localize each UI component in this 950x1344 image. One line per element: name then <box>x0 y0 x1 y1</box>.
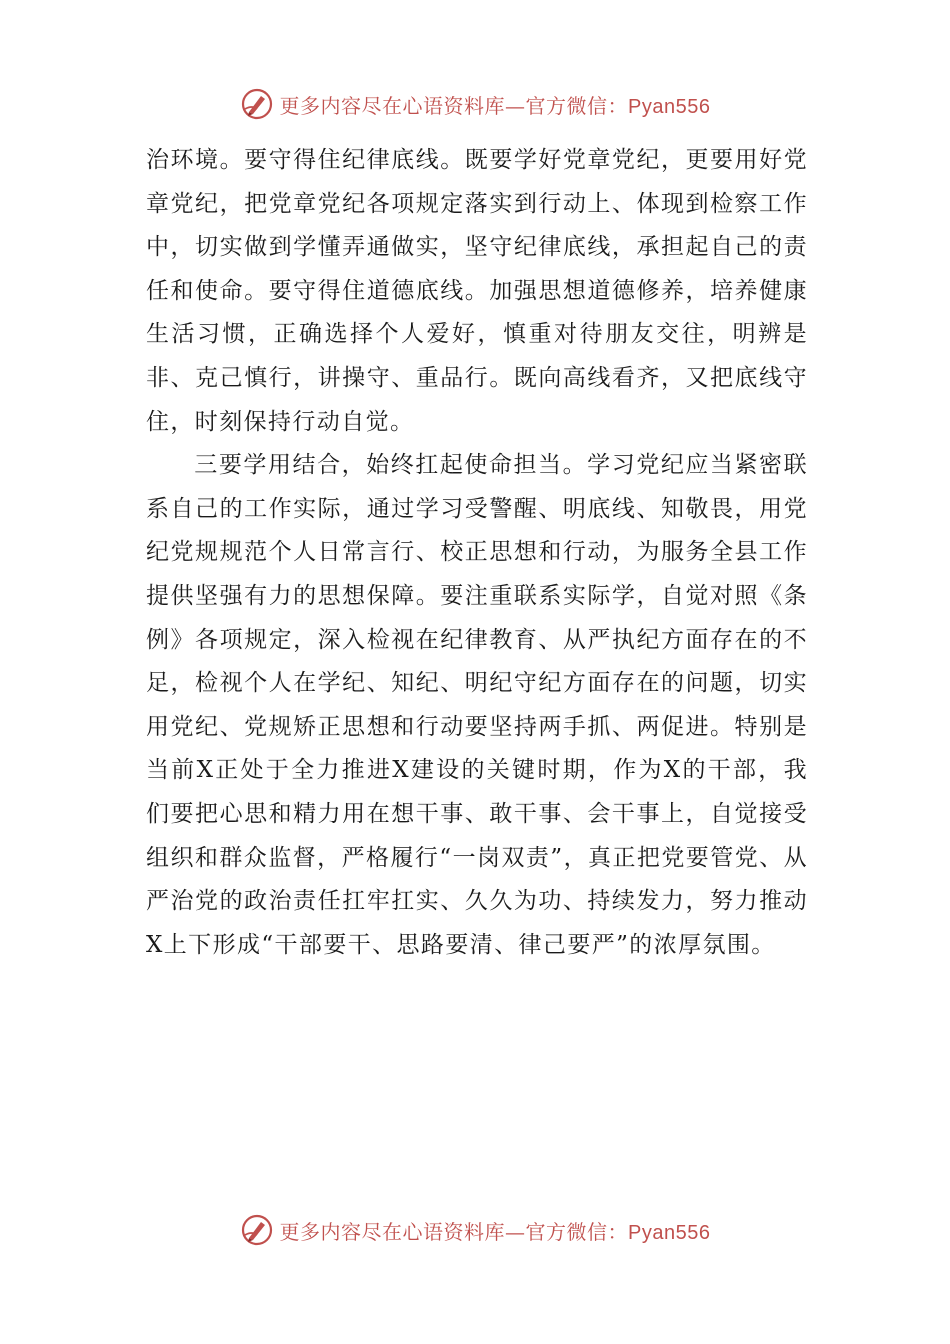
document-body <box>146 139 808 967</box>
header-banner <box>0 84 950 124</box>
header-banner-cn: 更多内容尽在心语资料库—官方微信： <box>279 93 629 118</box>
pen-logo-icon <box>240 1213 274 1247</box>
paragraph-2: 三要学用结合，始终扛起使命担当。学习党纪应当紧密联系自己的工作实际，通过学习受警醒、明底线、知敬畏，用党纪党规规范个人日常言行、校正思想和行动，为服务全县工作提供坚强有力的思想保障。要注重联系实际学，自觉对照《条例》各项规定，深入检视在纪律教育、从严执纪方面存在的不足，检视个人在学纪、知纪、明纪守纪方面存在的问题，切实用党纪、党规矫正思想和行动要坚持两手抓、两促进。特别是当前X正处于全力推进X建设的关键时期，作为X的干部，我们要把心思和精力用在想干事、敢干事、会干事上，自觉接受组织和群众监督，严格履行“一岗双责”，真正把党要管党、从严治党的政治责任扛牢扛实、久久为功、持续发力，努力推动X上下形成“干部要干、思路要清、律己要严”的浓厚氛围。 <box>146 452 808 958</box>
footer-banner <box>0 1210 950 1250</box>
footer-banner-wechat-id: Pyan556 <box>628 1221 711 1244</box>
header-banner-wechat-id: Pyan556 <box>628 95 711 118</box>
footer-banner-text <box>280 1216 711 1245</box>
paragraph-1: 治环境。要守得住纪律底线。既要学好党章党纪，更要用好党章党纪，把党章党纪各项规定落实到行动上、体现到检察工作中，切实做到学懂弄通做实，坚守纪律底线，承担起自己的责任和使命。要守得住道德底线。加强思想道德修养，培养健康生活习惯，正确选择个人爱好，慎重对待朋友交往，明辨是非、克己慎行，讲操守、重品行。既向高线看齐，又把底线守住，时刻保持行动自觉。 <box>146 147 808 435</box>
pen-logo-icon <box>240 87 274 121</box>
footer-banner-cn: 更多内容尽在心语资料库—官方微信： <box>279 1219 629 1244</box>
header-banner-text <box>280 90 711 119</box>
